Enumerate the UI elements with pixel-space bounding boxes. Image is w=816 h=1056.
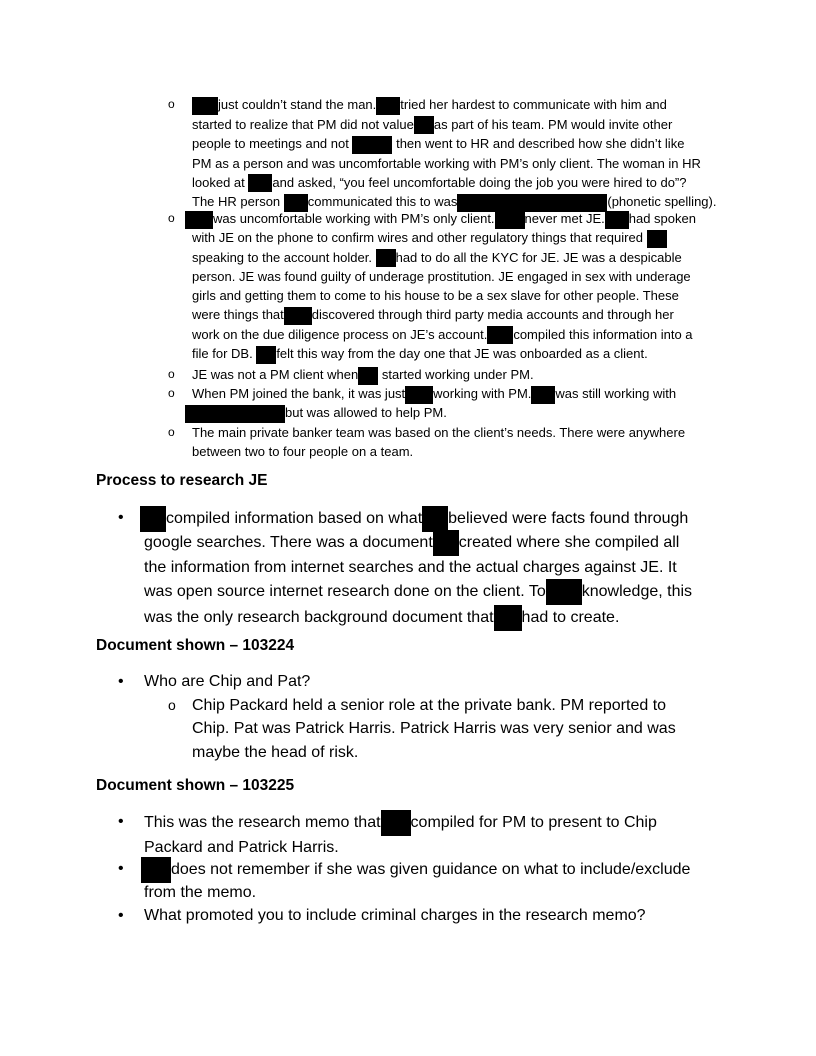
section-heading: Document shown – 103225 <box>96 777 295 794</box>
bullet: • <box>118 509 124 526</box>
redaction-box <box>141 857 171 883</box>
question: Who are Chip and Pat? <box>144 673 311 690</box>
redaction-box <box>494 605 522 631</box>
redaction-box <box>192 97 218 115</box>
list-item: was uncomfortable working with PM’s only client. never met JE. had spoken <box>185 209 725 229</box>
list-item: What promoted you to include criminal charges in the research memo? <box>144 907 646 924</box>
sub-bullet-5: o <box>168 425 175 439</box>
list-item: This was the research memo that compiled for PM to present to Chip Packard and Patrick Harris. <box>144 810 744 860</box>
bullet: • <box>118 813 124 830</box>
redaction-box <box>256 346 276 364</box>
redaction-box <box>381 810 411 836</box>
redaction-box <box>414 116 434 134</box>
list-item: just couldn’t stand the man. tried her hardest to communicate with him and started to realize that PM did not value as part of his team. PM would invite other people to meetings and not then went to HR and described how she didn’t like PM as a person and was uncomfortable working with PM’s only client. The woman in HR looked at and asked, “you feel uncomfortable doing the job you were hired to do”? The HR person communicated this to was (phonetic spelling). <box>192 95 732 212</box>
list-item-continued: with JE on the phone to confirm wires and other regulatory things that required speaking to the account holder. had to do all the KYC for JE. JE was a despicable person. JE was found guilty of underage prostitution. JE engaged in sex with underage girls and getting them to come to his house to be a sex slave for other people. These were things that discovered through third party media accounts and through her work on the due diligence process on JE’s account. compiled this information into a file for DB. felt this way from the day one that JE was onboarded as a client. <box>192 228 732 364</box>
redaction-box <box>433 530 459 556</box>
section-heading: Process to research JE <box>96 472 268 489</box>
sub-bullet-1: o <box>168 97 175 111</box>
list-item: from the memo. <box>144 883 257 901</box>
sub-bullet-3: o <box>168 367 175 381</box>
redaction-box <box>495 211 525 229</box>
redaction-box <box>185 211 213 229</box>
redaction-box <box>185 405 285 423</box>
redaction-box <box>605 211 629 229</box>
redaction-box <box>531 386 555 404</box>
sub-bullet: o <box>168 696 176 713</box>
redaction-box <box>248 174 272 192</box>
redaction-box <box>376 249 396 267</box>
redaction-box <box>358 367 378 385</box>
list-item-continued: but was allowed to help PM. <box>185 403 725 423</box>
redaction-box <box>647 230 667 248</box>
redaction-box <box>352 136 392 154</box>
list-item: The main private banker team was based on the client’s needs. There were anywhere between two to four people on a team. <box>192 425 686 459</box>
redaction-box <box>487 326 513 344</box>
process-paragraph-first-line: compiled information based on what believed were facts found through <box>140 506 740 532</box>
redaction-box <box>405 386 433 404</box>
redaction-box <box>140 506 166 532</box>
answer: Chip Packard held a senior role at the private bank. PM reported to Chip. Pat was Patrick Harris. Patrick Harris was very senior and was maybe the head of risk. <box>192 696 676 761</box>
bullet: • <box>118 860 124 877</box>
section-heading: Document shown – 103224 <box>96 637 295 654</box>
redaction-box <box>376 97 400 115</box>
redaction-box <box>284 307 312 325</box>
list-item-first-line: does not remember if she was given guidance on what to include/exclude <box>141 857 741 883</box>
redaction-box <box>546 579 582 605</box>
redaction-box <box>422 506 448 532</box>
process-paragraph: google searches. There was a document created where she compiled all the information from internet searches and the actual charges against JE. It was open source internet research done on the client. To knowledge, this was the only research background document that had to create. <box>144 530 744 632</box>
sub-bullet-4: o <box>168 386 175 400</box>
list-item: When PM joined the bank, it was just working with PM. was still working with <box>192 384 732 404</box>
sub-bullet-2: o <box>168 211 175 225</box>
bullet: • <box>118 673 124 690</box>
bullet: • <box>118 907 124 924</box>
list-item: JE was not a PM client when started working under PM. <box>192 365 732 385</box>
